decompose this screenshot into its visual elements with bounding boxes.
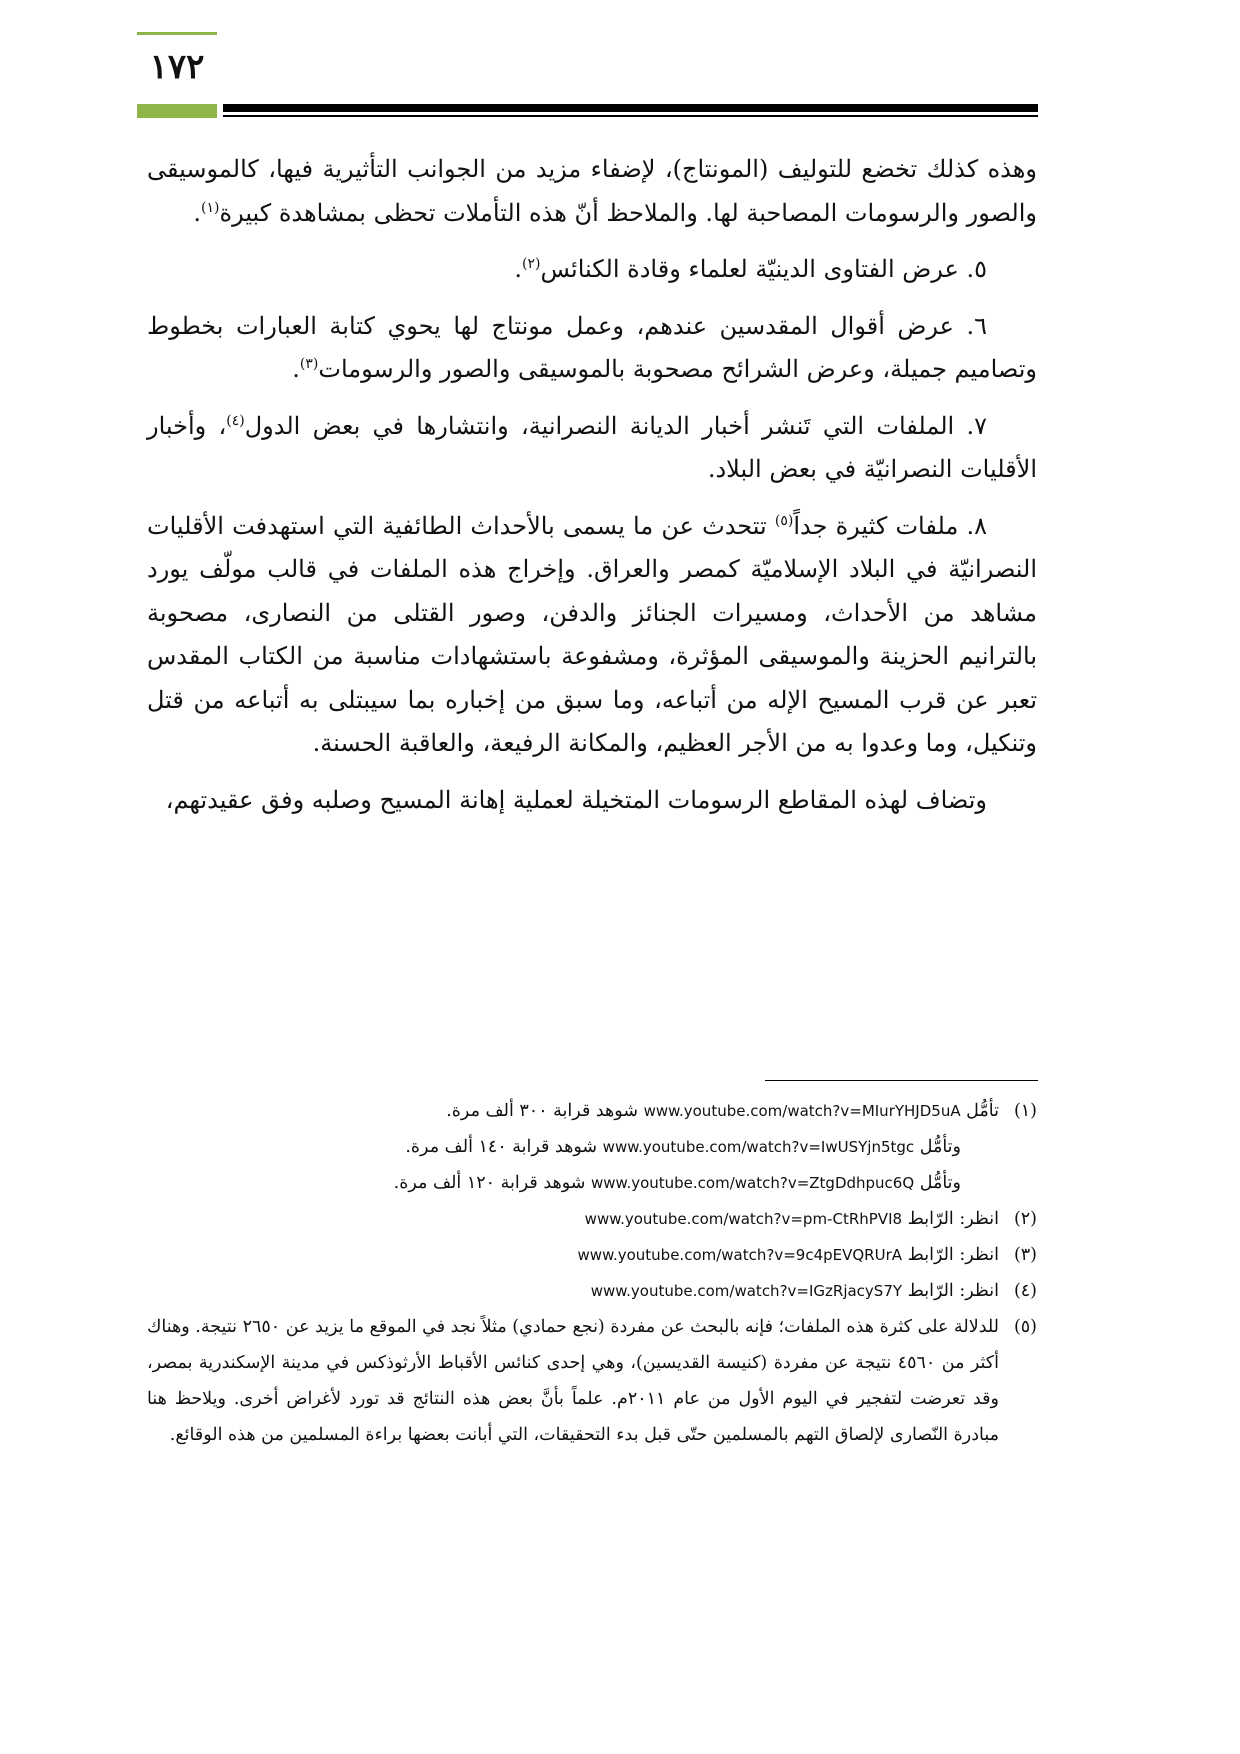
header-thick-rule bbox=[223, 104, 1038, 112]
footnote-4-prefix: انظر: الرّابط bbox=[902, 1281, 999, 1301]
header-green-block bbox=[137, 104, 217, 118]
paragraph-4-text: ٧. الملفات التي تَنشر أخبار الديانة النصرانية، وانتشارها في بعض الدول bbox=[244, 411, 987, 440]
paragraph-5-text: ٨. ملفات كثيرة جداً bbox=[793, 511, 987, 540]
footnote-5-text: للدلالة على كثرة هذه الملفات؛ فإنه بالبحث عن مفردة (نجع حمادي) مثلاً نجد في الموقع ما يزيد عن ٢٦٥٠ نتيجة. وهناك أكثر من ٤٥٦٠ نتيجة عن مفردة (كنيسة القديسين)، وهي إحدى كنائس الأقباط الأرثوذكس في مدينة الإسكندرية بمصر، وقد تعرضت لتفجير في اليوم الأول من عام ٢٠١١م. علماً بأنَّ بعض هذه النتائج قد تورد لأغراض أخرى. ويلاحظ هنا مبادرة النّصارى لإلصاق التهم بالمسلمين حتّى قبل بدء التحقيقات، التي أبانت بعضها براءة المسلمين من هذه الوقائع. bbox=[147, 1317, 1000, 1445]
paragraph-3-tail: . bbox=[292, 355, 300, 383]
paragraph-2-text: ٥. عرض الفتاوى الدينيّة لعلماء وقادة الكنائس bbox=[540, 255, 987, 283]
footnote-2 bbox=[147, 1201, 1037, 1237]
footnote-1-link-3[interactable]: www.youtube.com/watch?v=ZtgDdhpuc6Q bbox=[591, 1174, 915, 1192]
paragraph-4 bbox=[147, 405, 1037, 492]
footnote-5-number: (٥) bbox=[1013, 1317, 1037, 1337]
footnote-3-link[interactable]: www.youtube.com/watch?v=9c4pEVQRUrA bbox=[577, 1246, 903, 1264]
footnote-ref-5[interactable]: (٥) bbox=[774, 512, 794, 529]
header-top-accent-line bbox=[137, 32, 217, 35]
paragraph-1 bbox=[147, 148, 1037, 235]
footnote-4 bbox=[147, 1273, 1037, 1309]
footnote-1-line-2 bbox=[147, 1129, 999, 1165]
footnote-5 bbox=[147, 1309, 1037, 1453]
footnote-2-prefix: انظر: الرّابط bbox=[902, 1209, 999, 1229]
footnote-1-line-3-suffix: شوهد قرابة ١٢٠ ألف مرة. bbox=[393, 1173, 592, 1193]
paragraph-3-text: ٦. عرض أقوال المقدسين عندهم، وعمل مونتاج لها يحوي كتابة العبارات بخطوط وتصاميم جميلة، وعرض الشرائح مصحوبة بالموسيقى والصور والرسومات bbox=[147, 311, 1037, 383]
main-body-text bbox=[147, 148, 1037, 835]
paragraph-6: وتضاف لهذه المقاطع الرسومات المتخيلة لعملية إهانة المسيح وصلبه وفق عقيدتهم، bbox=[165, 785, 987, 814]
footnote-4-number: (٤) bbox=[1013, 1281, 1037, 1301]
footnote-1-line-3-prefix: وتأمُّل bbox=[914, 1173, 961, 1193]
footnote-1-link-2[interactable]: www.youtube.com/watch?v=IwUSYjn5tgc bbox=[602, 1138, 915, 1156]
paragraph-5-tail: تتحدث عن ما يسمى بالأحداث الطائفية التي استهدفت الأقليات النصرانيّة في البلاد الإسلاميّة كمصر والعراق. وإخراج هذه الملفات في قالب مولّف يورد مشاهد من الأحداث، ومسيرات الجنائز والدفن، وصور القتلى من النصارى، مصحوبة بالترانيم الحزينة والموسيقى المؤثرة، ومشفوعة باستشهادات مناسبة من الكتاب المقدس تعبر عن قرب المسيح الإله من أتباعه، وما سبق من إخباره بما سيبتلى به أتباعه من قتل وتنكيل، وما وعدوا به من الأجر العظيم، والمكانة الرفيعة، والعاقبة الحسنة. bbox=[147, 511, 1037, 757]
paragraph-2-tail: . bbox=[514, 255, 522, 283]
paragraph-5 bbox=[147, 505, 1037, 766]
footnote-2-number: (٢) bbox=[1013, 1209, 1037, 1229]
footnote-1-line-1 bbox=[147, 1093, 999, 1129]
footnote-ref-2[interactable]: (٢) bbox=[521, 256, 541, 272]
footnotes bbox=[147, 1093, 1037, 1453]
paragraph-1-text: وهذه كذلك تخضع للتوليف (المونتاج)، لإضفاء مزيد من الجوانب التأثيرية فيها، كالموسيقى والصور والرسومات المصاحبة لها. والملاحظ أنّ هذه التأملات تحظى بمشاهدة كبيرة bbox=[147, 155, 1037, 227]
footnote-4-link[interactable]: www.youtube.com/watch?v=IGzRjacyS7Y bbox=[590, 1282, 903, 1300]
paragraph-3 bbox=[147, 305, 1037, 392]
page-number: ١٧٢ bbox=[149, 47, 205, 87]
footnote-1 bbox=[147, 1093, 1037, 1201]
header-thin-rule bbox=[223, 115, 1038, 117]
footnote-ref-1[interactable]: (١) bbox=[201, 199, 220, 216]
footnote-ref-4[interactable]: (٤) bbox=[226, 412, 245, 429]
footnote-1-line-3 bbox=[147, 1165, 999, 1201]
footnote-3-prefix: انظر: الرّابط bbox=[902, 1245, 999, 1265]
footnote-3-number: (٣) bbox=[1013, 1245, 1037, 1265]
footnote-1-number: (١) bbox=[1013, 1101, 1037, 1121]
paragraph-4-tail: ، وأخبار الأقليات النصرانيّة في بعض البلاد. bbox=[147, 411, 1037, 483]
footnote-1-line-1-prefix: تأمُّل bbox=[960, 1101, 999, 1121]
footnote-1-line-2-suffix: شوهد قرابة ١٤٠ ألف مرة. bbox=[405, 1137, 603, 1157]
footnote-3 bbox=[147, 1237, 1037, 1273]
footnote-2-link[interactable]: www.youtube.com/watch?v=pm-CtRhPVI8 bbox=[584, 1210, 903, 1228]
footnote-separator bbox=[765, 1080, 1038, 1081]
footnote-ref-3[interactable]: (٣) bbox=[299, 356, 319, 372]
footnote-1-link-1[interactable]: www.youtube.com/watch?v=MIurYHJD5uA bbox=[643, 1102, 961, 1120]
paragraph-1-tail: . bbox=[193, 198, 202, 227]
footnote-1-line-1-suffix: شوهد قرابة ٣٠٠ ألف مرة. bbox=[446, 1101, 644, 1121]
paragraph-2 bbox=[147, 248, 1037, 292]
footnote-1-line-2-prefix: وتأمُّل bbox=[914, 1137, 961, 1157]
